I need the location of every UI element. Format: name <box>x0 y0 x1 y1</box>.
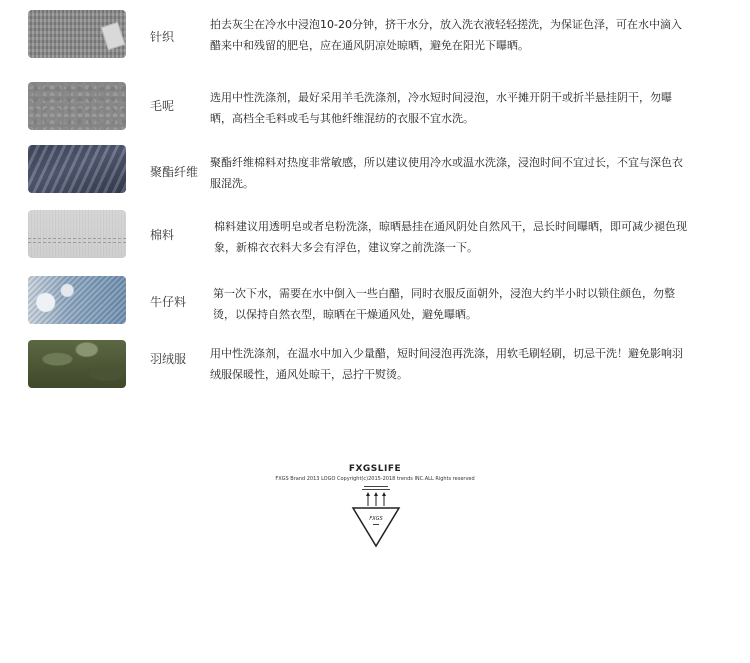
brand-title: FXGSLIFE <box>348 464 402 474</box>
logo-text: FXGS <box>369 516 383 522</box>
down-fabric-image <box>28 340 126 388</box>
care-instructions: 棉料建议用透明皂或者皂粉洗涤，晾晒悬挂在通风阴处自然风干，忌长时间曝晒，即可减少褪色现象，新棉衣衣料大多会有浮色，建议穿之前洗涤一下。 <box>214 220 687 254</box>
fabric-name: 聚酯纤维 <box>150 165 199 179</box>
denim-fabric-image <box>28 276 126 324</box>
fabric-name: 毛呢 <box>150 99 175 113</box>
wool-fabric-image <box>28 82 126 130</box>
knit-fabric-image <box>28 10 126 58</box>
fabric-name: 羽绒服 <box>150 352 187 366</box>
fabric-name: 针织 <box>150 30 175 44</box>
care-instructions: 第一次下水，需要在水中倒入一些白醋，同时衣服反面朝外，浸泡大约半小时以锁住颜色，勿整烫，以保持自然衣型，晾晒在干燥通风处，避免曝晒。 <box>213 287 675 321</box>
care-instructions: 选用中性洗涤剂，最好采用羊毛洗涤剂，冷水短时间浸泡，水平摊开阴干或折半悬挂阴干，勿曝晒，高档全毛料或毛与其他纤维混纺的衣服不宜水洗。 <box>210 91 672 125</box>
brand-logo-icon <box>340 484 412 548</box>
care-instructions: 用中性洗涤剂，在温水中加入少量醋，短时间浸泡再洗涤，用软毛刷轻刷，切忌干洗！避免影响羽绒服保暖性，通风处晾干，忌拧干熨烫。 <box>210 347 683 381</box>
care-instructions: 拍去灰尘在冷水中浸泡10-20分钟，挤干水分，放入洗衣液轻轻搓洗，为保证色泽，可在水中滴入醋来中和残留的肥皂，应在通风阴凉处晾晒，避免在阳光下曝晒。 <box>210 18 682 52</box>
fabric-name: 牛仔料 <box>150 295 187 309</box>
cotton-fabric-image <box>28 210 126 258</box>
fabric-name: 棉料 <box>150 228 175 242</box>
polyester-fabric-image <box>28 145 126 193</box>
care-instructions: 聚酯纤维棉料对热度非常敏感，所以建议使用冷水或温水洗涤，浸泡时间不宜过长，不宜与深色衣服混洗。 <box>210 156 683 190</box>
brand-copyright: FXGS Brand 2013 LOGO Copyright(c)2015-2018 trends INC.ALL Rights reserved <box>275 476 475 482</box>
